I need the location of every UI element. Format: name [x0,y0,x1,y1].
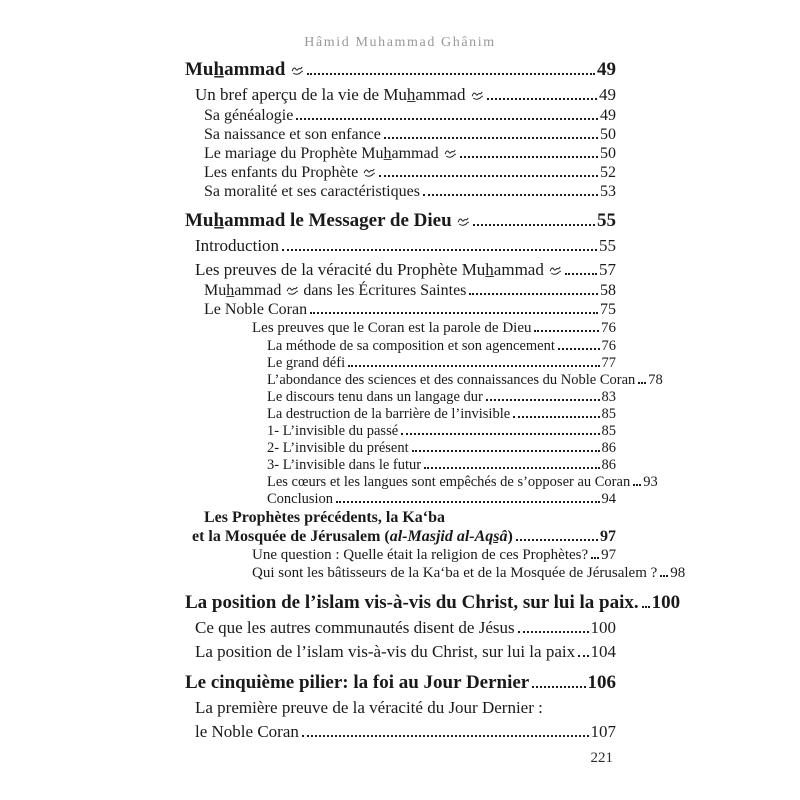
toc-entry-page-number: 50 [600,126,616,143]
toc-entry-page-number: 93 [643,473,658,490]
dot-leader [460,156,598,158]
toc-entry-page-number: 53 [600,183,616,200]
dot-leader [348,365,599,367]
toc-entry-label: La position de l’islam vis-à-vis du Christ, sur lui la paix. [185,591,639,613]
toc-entry-label: La position de l’islam vis-à-vis du Christ, sur lui la paix [195,641,576,661]
dot-leader [384,137,598,139]
toc-entry-page-number: 97 [601,546,617,563]
toc-entry-page-number: 106 [587,671,616,693]
toc-entry-label: Muh̲ammad [185,58,304,82]
dot-leader [487,98,597,100]
toc-entry-page-number: 57 [599,260,616,279]
toc-entry [267,457,616,474]
toc-entry [204,508,616,527]
dot-leader [379,175,598,177]
dot-leader [578,655,588,657]
toc-entry [267,473,658,491]
toc-entry [267,406,616,423]
toc-entry [252,319,616,338]
toc-entry [204,106,616,125]
toc-entry [185,591,681,615]
toc-entry [195,641,616,663]
dot-leader [469,293,598,295]
dot-leader [638,382,646,384]
toc-entry [267,389,616,406]
toc-entry-label: le Noble Coran [195,721,299,741]
saw-symbol-icon [471,89,483,101]
dot-leader [401,433,599,435]
dot-leader [423,194,598,196]
saw-symbol-icon [457,215,469,227]
toc-entry-page-number: 49 [597,59,616,80]
toc-entry-page-number: 58 [600,282,616,299]
toc-entry [185,58,616,82]
toc-entry-label: La première preuve de la véracité du Jour Dernier : [195,697,543,717]
toc-entry-label: et la Mosquée de Jérusalem (al-Masjid al-Aqs̱â) [192,527,513,545]
toc-entry [195,259,616,281]
toc-entry-page-number: 83 [601,388,616,405]
toc-entry-page-number: 76 [601,320,616,336]
toc-entry-label: 3- L’invisible dans le futur [267,456,422,473]
toc-entry [204,125,616,144]
toc-entry-page-number: 55 [599,236,616,255]
page-number-footer: 221 [590,750,613,766]
toc-entry [267,423,616,440]
toc-entry-label: 2- L’invisible du présent [267,439,409,456]
toc-entry-page-number: 107 [590,721,616,741]
toc-entry-page-number: 85 [601,422,616,439]
dot-leader [473,224,595,226]
dot-leader [660,575,668,577]
toc-entry-page-number: 86 [601,456,616,473]
toc-entry-page-number: 100 [590,617,616,637]
toc-entry-label: Le mariage du Prophète Muh̲ammad [204,144,457,163]
toc-entry [185,671,616,695]
toc-entry-label: Les cœurs et les langues sont empêchés de s’opposer au Coran [267,473,631,490]
dot-leader [412,450,600,452]
toc-entry-label: Les preuves que le Coran est la parole de Dieu [252,320,532,336]
toc-entry [195,235,616,257]
toc-entry [267,355,616,372]
dot-leader [532,686,585,688]
toc-entry-label: Conclusion [267,490,334,507]
saw-symbol-icon [444,147,456,159]
toc-entry-label: Le grand défi [267,354,346,371]
toc-entry-label: 1- L’invisible du passé [267,422,399,439]
toc-entry [204,144,616,163]
table-of-contents [185,58,686,743]
toc-entry [195,84,616,106]
toc-entry-page-number: 86 [601,439,616,456]
dot-leader [518,631,589,633]
toc-entry [192,527,616,546]
dot-leader [516,539,598,541]
toc-entry-label: Une question : Quelle était la religion de ces Prophètes? [252,546,589,563]
toc-entry-label: Introduction [195,236,280,255]
toc-entry [204,163,616,182]
toc-entry-page-number: 52 [600,164,616,181]
dot-leader [633,484,641,486]
toc-entry-page-number: 78 [648,371,663,388]
saw-symbol-icon [286,284,298,296]
toc-entry-label: La méthode de sa composition et son agencement [267,337,555,354]
saw-symbol-icon [291,64,303,76]
toc-entry-label: Le discours tenu dans un langage dur [267,388,483,405]
toc-entry-label: Ce que les autres communautés disent de Jésus [195,617,515,637]
dot-leader [565,273,597,275]
toc-entry-label: La destruction de la barrière de l’invisible [267,405,511,422]
toc-entry [195,721,616,743]
toc-entry [267,371,663,389]
toc-entry-page-number: 75 [600,301,616,318]
toc-entry-page-number: 77 [601,354,616,371]
toc-entry [252,564,686,583]
dot-leader [307,73,595,75]
toc-entry-label: Muh̲ammad dans les Écritures Saintes [204,282,467,299]
toc-entry-page-number: 49 [599,85,616,104]
dot-leader [534,330,599,332]
toc-entry-label: Les Prophètes précédents, la Ka‘ba [204,508,446,526]
toc-entry [195,617,616,639]
toc-entry-page-number: 104 [590,641,616,661]
toc-entry-label: Sa généalogie [204,107,294,124]
dot-leader [296,118,598,120]
dot-leader [513,416,599,418]
dot-leader [642,606,650,608]
toc-entry [267,440,616,457]
toc-entry-page-number: 50 [600,145,616,162]
running-header-author: Hâmid Muhammad Ghânim [304,35,496,50]
dot-leader [302,735,589,737]
dot-leader [591,557,599,559]
dot-leader [486,399,600,401]
toc-entry-page-number: 76 [601,337,616,354]
toc-entry-label: Le Noble Coran [204,301,308,318]
saw-symbol-icon [549,264,561,276]
toc-entry [267,491,616,508]
toc-entry [204,300,616,319]
toc-entry-label: Muh̲ammad le Messager de Dieu [185,209,470,233]
toc-entry-label: Sa moralité et ses caractéristiques [204,183,420,200]
toc-entry-page-number: 49 [600,107,616,124]
toc-entry-label: L’abondance des sciences et des connaissances du Noble Coran [267,371,636,388]
toc-entry-page-number: 94 [601,490,616,507]
toc-entry [267,338,616,355]
dot-leader [558,348,600,350]
toc-entry-label: Les preuves de la véracité du Prophète Muh̲ammad [195,259,562,281]
toc-entry-label: Le cinquième pilier: la foi au Jour Dernier [185,671,530,693]
toc-entry [204,281,616,300]
toc-entry [204,182,616,201]
toc-entry [195,697,616,719]
toc-entry-label: Les enfants du Prophète [204,163,376,182]
toc-entry-page-number: 100 [651,591,681,613]
toc-entry-page-number: 98 [670,565,686,581]
toc-entry [185,209,616,233]
dot-leader [424,467,599,469]
toc-entry-page-number: 97 [600,527,616,545]
toc-entry-page-number: 55 [597,210,616,231]
dot-leader [310,312,598,314]
saw-symbol-icon [363,166,375,178]
dot-leader [282,249,597,251]
toc-entry-page-number: 85 [601,405,616,422]
toc-entry [252,546,616,565]
toc-entry-label: Un bref aperçu de la vie de Muh̲ammad [195,84,484,106]
toc-entry-label: Sa naissance et son enfance [204,126,381,143]
toc-entry-label: Qui sont les bâtisseurs de la Ka‘ba et de la Mosquée de Jérusalem ? [252,565,658,581]
dot-leader [336,501,599,503]
